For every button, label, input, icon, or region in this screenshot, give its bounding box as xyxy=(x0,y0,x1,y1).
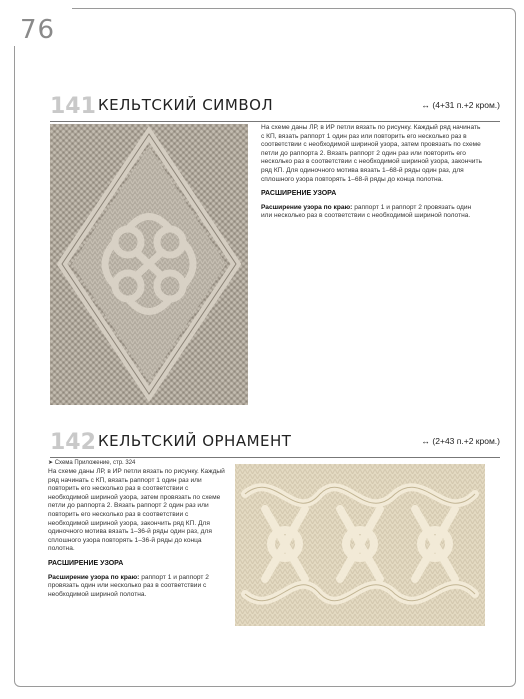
section-rule xyxy=(50,121,500,122)
page-number: 76 xyxy=(16,17,59,43)
repeat-spec: ↔ (4+31 п.+2 кром.) xyxy=(421,100,500,110)
instructions: На схеме даны ЛР, в ИР петли вязать по рисунку. Каждый ряд начинать с КП, вязать раппорт 1 один раз или повторить его несколько раз в соответствии с необходимой шириной узора, затем провязать по схеме петли до раппорта 2. Вязать раппорт 2 один раз или повторить его несколько раз в соответствии с необходимой шириной узора, закончить ряд КП. Для одиночного мотива вязать 1–68-й ряды один раз, для сплошного узора повторять 1–68-й ряды до конца полотна. xyxy=(261,124,482,183)
section-title: КЕЛЬТСКИЙ СИМВОЛ xyxy=(98,96,274,114)
subheading: РАСШИРЕНИЕ УЗОРА xyxy=(48,559,124,567)
section-header-141 xyxy=(50,96,500,118)
section-header-142 xyxy=(50,432,500,454)
chart-reference: ➤ Схема Приложение, стр. 324 xyxy=(48,460,136,466)
double-arrow-icon: ↔ xyxy=(421,436,433,446)
section-number: 142 xyxy=(50,430,96,455)
extension-text: Расширение узора по краю: раппорт 1 и раппорт 2 провязать один или несколько раз в соответствии с необходимой шириной полотна. xyxy=(261,203,472,220)
knit-photo-celtic-ornament xyxy=(235,464,485,626)
section-rule xyxy=(50,457,500,458)
subheading: РАСШИРЕНИЕ УЗОРА xyxy=(261,190,337,198)
section-text-142 xyxy=(48,468,230,599)
section-title: КЕЛЬТСКИЙ ОРНАМЕНТ xyxy=(98,432,292,450)
section-text-141 xyxy=(261,124,483,221)
knit-photo-celtic-symbol xyxy=(50,124,248,405)
instructions: На схеме даны ЛР, в ИР петли вязать по рисунку. Каждый ряд начинать с КП, вязать раппорт 1 один раз или повторить его несколько раз в соответствии с необходимой шириной узора, затем провязать по схеме петли до раппорта 2. Вязать раппорт 2 один раз или повторить его несколько раз в соответствии с необходимой шириной узора, закончить ряд КП. Для одиночного мотива вязать 1–36-й ряды один раз, для сплошного узора повторять 1–36-й ряды до конца полотна. xyxy=(48,468,225,553)
extension-text: Расширение узора по краю: раппорт 1 и раппорт 2 провязать один или несколько раз в соответствии с необходимой шириной полотна. xyxy=(48,573,209,598)
section-number: 141 xyxy=(50,94,96,119)
double-arrow-icon: ↔ xyxy=(421,100,433,110)
repeat-spec: ↔ (2+43 п.+2 кром.) xyxy=(421,436,500,446)
